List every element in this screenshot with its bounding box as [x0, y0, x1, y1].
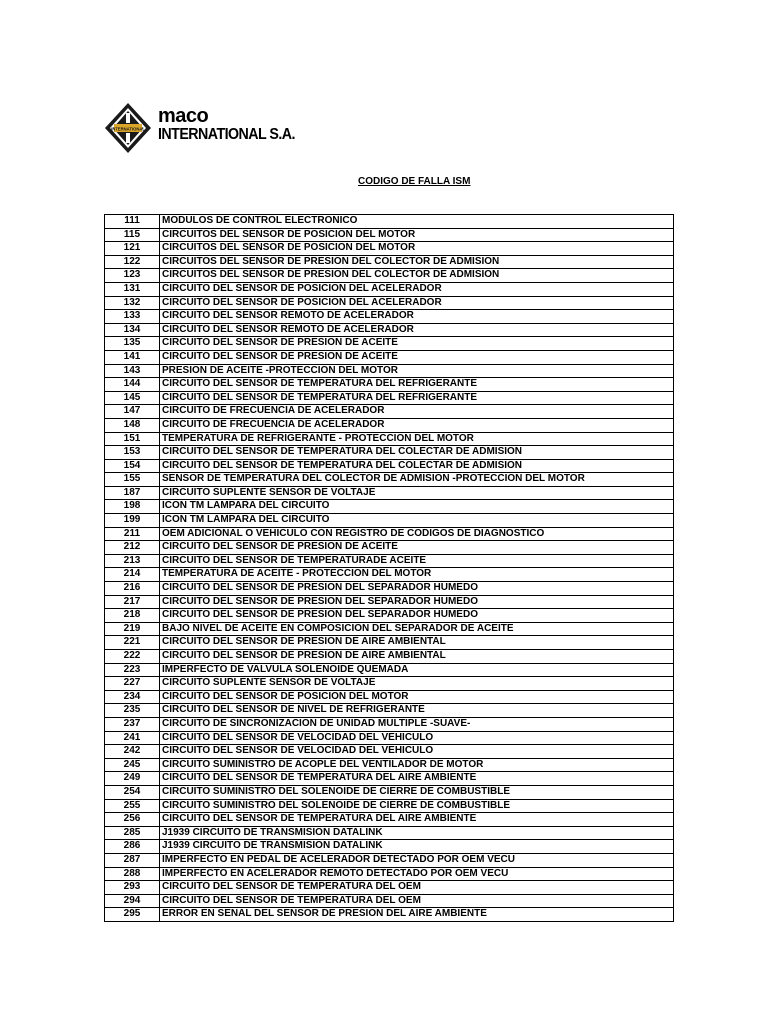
- fault-description-cell: CIRCUITO DEL SENSOR DE PRESION DEL SEPARADOR HUMEDO: [160, 595, 674, 609]
- company-logo: [104, 102, 294, 162]
- document-title: CODIGO DE FALLA ISM: [358, 176, 471, 187]
- table-row: [105, 323, 674, 337]
- table-row: [105, 813, 674, 827]
- fault-code-cell: 111: [105, 215, 160, 229]
- fault-description-cell: ICON TM LAMPARA DEL CIRCUITO: [160, 500, 674, 514]
- table-row: [105, 663, 674, 677]
- fault-code-cell: 115: [105, 228, 160, 242]
- table-row: [105, 568, 674, 582]
- fault-description-cell: CIRCUITO DEL SENSOR REMOTO DE ACELERADOR: [160, 310, 674, 324]
- fault-description-cell: CIRCUITO DEL SENSOR DE TEMPERATURA DEL COLECTAR DE ADMISION: [160, 459, 674, 473]
- fault-code-rows: [105, 215, 674, 922]
- table-row: [105, 894, 674, 908]
- fault-code-cell: 222: [105, 650, 160, 664]
- fault-code-cell: 216: [105, 582, 160, 596]
- fault-description-cell: CIRCUITO DEL SENSOR DE TEMPERATURADE ACEITE: [160, 554, 674, 568]
- fault-code-cell: 287: [105, 853, 160, 867]
- table-row: [105, 636, 674, 650]
- table-row: [105, 772, 674, 786]
- fault-code-cell: 121: [105, 242, 160, 256]
- fault-code-cell: 285: [105, 826, 160, 840]
- fault-code-cell: 198: [105, 500, 160, 514]
- fault-description-cell: CIRCUITO DEL SENSOR DE TEMPERATURA DEL REFRIGERANTE: [160, 378, 674, 392]
- table-row: [105, 527, 674, 541]
- table-row: [105, 255, 674, 269]
- fault-description-cell: CIRCUITO DEL SENSOR DE POSICION DEL ACELERADOR: [160, 296, 674, 310]
- table-row: [105, 269, 674, 283]
- fault-description-cell: OEM ADICIONAL O VEHICULO CON REGISTRO DE CODIGOS DE DIAGNOSTICO: [160, 527, 674, 541]
- fault-description-cell: CIRCUITO DEL SENSOR DE PRESION DE ACEITE: [160, 541, 674, 555]
- fault-description-cell: IMPERFECTO EN PEDAL DE ACELERADOR DETECTADO POR OEM VECU: [160, 853, 674, 867]
- table-row: [105, 609, 674, 623]
- fault-description-cell: CIRCUITO SUMINISTRO DE ACOPLE DEL VENTILADOR DE MOTOR: [160, 758, 674, 772]
- table-row: [105, 337, 674, 351]
- fault-code-cell: 153: [105, 446, 160, 460]
- fault-description-cell: CIRCUITO DEL SENSOR DE POSICION DEL ACELERADOR: [160, 282, 674, 296]
- fault-description-cell: CIRCUITO DEL SENSOR DE TEMPERATURA DEL OEM: [160, 881, 674, 895]
- fault-code-cell: 135: [105, 337, 160, 351]
- table-row: [105, 432, 674, 446]
- fault-code-cell: 256: [105, 813, 160, 827]
- table-row: [105, 731, 674, 745]
- fault-description-cell: IMPERFECTO DE VALVULA SOLENOIDE QUEMADA: [160, 663, 674, 677]
- fault-description-cell: IMPERFECTO EN ACELERADOR REMOTO DETECTADO POR OEM VECU: [160, 867, 674, 881]
- table-row: [105, 853, 674, 867]
- fault-description-cell: CIRCUITO DE FRECUENCIA DE ACELERADOR: [160, 418, 674, 432]
- table-row: [105, 473, 674, 487]
- table-row: [105, 486, 674, 500]
- table-row: [105, 826, 674, 840]
- fault-description-cell: ERROR EN SENAL DEL SENSOR DE PRESION DEL AIRE AMBIENTE: [160, 908, 674, 922]
- fault-description-cell: CIRCUITO DEL SENSOR DE TEMPERATURA DEL COLECTAR DE ADMISION: [160, 446, 674, 460]
- table-row: [105, 514, 674, 528]
- fault-description-cell: CIRCUITO DEL SENSOR DE PRESION DE AIRE AMBIENTAL: [160, 650, 674, 664]
- logo-wordmark: [158, 106, 307, 143]
- fault-description-cell: CIRCUITOS DEL SENSOR DE POSICION DEL MOTOR: [160, 242, 674, 256]
- fault-description-cell: CIRCUITOS DEL SENSOR DE POSICION DEL MOTOR: [160, 228, 674, 242]
- table-row: [105, 282, 674, 296]
- table-row: [105, 228, 674, 242]
- fault-description-cell: CIRCUITOS DEL SENSOR DE PRESION DEL COLECTOR DE ADMISION: [160, 255, 674, 269]
- fault-description-cell: CIRCUITO DEL SENSOR DE PRESION DE AIRE AMBIENTAL: [160, 636, 674, 650]
- fault-code-cell: 123: [105, 269, 160, 283]
- fault-description-cell: J1939 CIRCUITO DE TRANSMISION DATALINK: [160, 826, 674, 840]
- fault-description-cell: CIRCUITO SUPLENTE SENSOR DE VOLTAJE: [160, 677, 674, 691]
- fault-code-cell: 147: [105, 405, 160, 419]
- fault-code-cell: 223: [105, 663, 160, 677]
- fault-code-cell: 237: [105, 717, 160, 731]
- fault-description-cell: CIRCUITO DEL SENSOR DE VELOCIDAD DEL VEHICULO: [160, 731, 674, 745]
- fault-description-cell: CIRCUITO DEL SENSOR DE PRESION DEL SEPARADOR HUMEDO: [160, 609, 674, 623]
- fault-description-cell: TEMPERATURA DE ACEITE - PROTECCION DEL MOTOR: [160, 568, 674, 582]
- logo-line-maco: maco: [158, 105, 209, 127]
- fault-code-cell: 217: [105, 595, 160, 609]
- table-row: [105, 717, 674, 731]
- fault-description-cell: CIRCUITO DEL SENSOR REMOTO DE ACELERADOR: [160, 323, 674, 337]
- fault-code-cell: 199: [105, 514, 160, 528]
- fault-description-cell: CIRCUITO SUMINISTRO DEL SOLENOIDE DE CIERRE DE COMBUSTIBLE: [160, 799, 674, 813]
- fault-code-cell: 227: [105, 677, 160, 691]
- fault-code-cell: 187: [105, 486, 160, 500]
- fault-description-cell: CIRCUITO SUPLENTE SENSOR DE VOLTAJE: [160, 486, 674, 500]
- fault-code-cell: 211: [105, 527, 160, 541]
- table-row: [105, 554, 674, 568]
- fault-code-cell: 155: [105, 473, 160, 487]
- fault-description-cell: CIRCUITO DE SINCRONIZACION DE UNIDAD MULTIPLE -SUAVE-: [160, 717, 674, 731]
- fault-code-cell: 235: [105, 704, 160, 718]
- fault-description-cell: TEMPERATURA DE REFRIGERANTE - PROTECCION DEL MOTOR: [160, 432, 674, 446]
- fault-code-cell: 148: [105, 418, 160, 432]
- table-row: [105, 310, 674, 324]
- fault-code-cell: 145: [105, 391, 160, 405]
- fault-code-cell: 242: [105, 745, 160, 759]
- fault-code-cell: 134: [105, 323, 160, 337]
- table-row: [105, 459, 674, 473]
- table-row: [105, 690, 674, 704]
- table-row: [105, 745, 674, 759]
- fault-description-cell: CIRCUITO DE FRECUENCIA DE ACELERADOR: [160, 405, 674, 419]
- table-row: [105, 867, 674, 881]
- table-row: [105, 418, 674, 432]
- fault-code-table: [104, 214, 674, 922]
- table-row: [105, 758, 674, 772]
- table-row: [105, 446, 674, 460]
- fault-description-cell: CIRCUITO DEL SENSOR DE PRESION DEL SEPARADOR HUMEDO: [160, 582, 674, 596]
- fault-code-cell: 214: [105, 568, 160, 582]
- fault-description-cell: BAJO NIVEL DE ACEITE EN COMPOSICION DEL SEPARADOR DE ACEITE: [160, 622, 674, 636]
- table-row: [105, 296, 674, 310]
- fault-description-cell: CIRCUITO DEL SENSOR DE TEMPERATURA DEL AIRE AMBIENTE: [160, 813, 674, 827]
- fault-code-cell: 294: [105, 894, 160, 908]
- table-row: [105, 500, 674, 514]
- table-row: [105, 677, 674, 691]
- table-row: [105, 799, 674, 813]
- fault-code-cell: 154: [105, 459, 160, 473]
- fault-description-cell: CIRCUITO DEL SENSOR DE TEMPERATURA DEL REFRIGERANTE: [160, 391, 674, 405]
- fault-description-cell: CIRCUITO DEL SENSOR DE POSICION DEL MOTOR: [160, 690, 674, 704]
- fault-code-cell: 144: [105, 378, 160, 392]
- fault-code-cell: 143: [105, 364, 160, 378]
- fault-code-cell: 255: [105, 799, 160, 813]
- fault-description-cell: CIRCUITO DEL SENSOR DE PRESION DE ACEITE: [160, 337, 674, 351]
- fault-description-cell: CIRCUITO DEL SENSOR DE VELOCIDAD DEL VEHICULO: [160, 745, 674, 759]
- fault-code-cell: 141: [105, 350, 160, 364]
- fault-code-cell: 245: [105, 758, 160, 772]
- fault-code-cell: 241: [105, 731, 160, 745]
- fault-description-cell: CIRCUITOS DEL SENSOR DE PRESION DEL COLECTOR DE ADMISION: [160, 269, 674, 283]
- fault-code-cell: 249: [105, 772, 160, 786]
- fault-description-cell: CIRCUITO SUMINISTRO DEL SOLENOIDE DE CIERRE DE COMBUSTIBLE: [160, 785, 674, 799]
- table-row: [105, 840, 674, 854]
- table-row: [105, 622, 674, 636]
- table-row: [105, 364, 674, 378]
- table-row: [105, 908, 674, 922]
- fault-description-cell: SENSOR DE TEMPERATURA DEL COLECTOR DE ADMISION -PROTECCION DEL MOTOR: [160, 473, 674, 487]
- logo-emblem-text: INTERNATIONAL: [111, 126, 145, 132]
- fault-code-cell: 131: [105, 282, 160, 296]
- table-row: [105, 405, 674, 419]
- fault-description-cell: CIRCUITO DEL SENSOR DE TEMPERATURA DEL AIRE AMBIENTE: [160, 772, 674, 786]
- table-row: [105, 391, 674, 405]
- fault-code-cell: 286: [105, 840, 160, 854]
- logo-line-international: INTERNATIONAL S.A.: [158, 126, 295, 143]
- table-row: [105, 541, 674, 555]
- fault-code-cell: 151: [105, 432, 160, 446]
- table-row: [105, 215, 674, 229]
- table-row: [105, 704, 674, 718]
- fault-code-cell: 254: [105, 785, 160, 799]
- fault-code-cell: 213: [105, 554, 160, 568]
- fault-code-cell: 288: [105, 867, 160, 881]
- table-row: [105, 785, 674, 799]
- fault-code-cell: 293: [105, 881, 160, 895]
- fault-description-cell: CIRCUITO DEL SENSOR DE PRESION DE ACEITE: [160, 350, 674, 364]
- fault-description-cell: CIRCUITO DEL SENSOR DE TEMPERATURA DEL OEM: [160, 894, 674, 908]
- table-row: [105, 378, 674, 392]
- table-row: [105, 582, 674, 596]
- fault-description-cell: PRESION DE ACEITE -PROTECCION DEL MOTOR: [160, 364, 674, 378]
- fault-code-cell: 234: [105, 690, 160, 704]
- fault-code-cell: 122: [105, 255, 160, 269]
- fault-description-cell: CIRCUITO DEL SENSOR DE NIVEL DE REFRIGERANTE: [160, 704, 674, 718]
- fault-code-cell: 212: [105, 541, 160, 555]
- table-row: [105, 350, 674, 364]
- fault-code-cell: 132: [105, 296, 160, 310]
- table-row: [105, 595, 674, 609]
- fault-description-cell: MODULOS DE CONTROL ELECTRONICO: [160, 215, 674, 229]
- fault-code-cell: 295: [105, 908, 160, 922]
- fault-code-cell: 219: [105, 622, 160, 636]
- fault-description-cell: J1939 CIRCUITO DE TRANSMISION DATALINK: [160, 840, 674, 854]
- fault-description-cell: ICON TM LAMPARA DEL CIRCUITO: [160, 514, 674, 528]
- table-row: [105, 881, 674, 895]
- fault-code-cell: 218: [105, 609, 160, 623]
- table-row: [105, 242, 674, 256]
- fault-code-cell: 133: [105, 310, 160, 324]
- international-diamond-icon: [104, 102, 152, 154]
- table-row: [105, 650, 674, 664]
- fault-code-cell: 221: [105, 636, 160, 650]
